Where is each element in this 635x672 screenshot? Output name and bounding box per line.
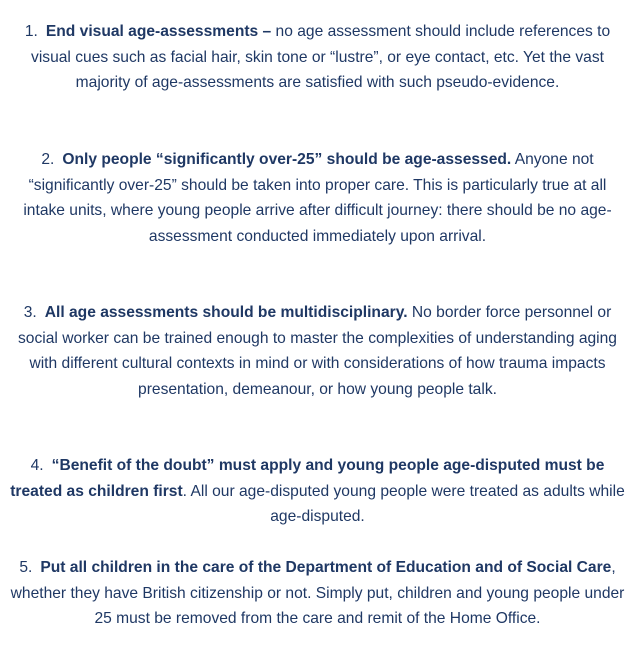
item-text: No border force personnel or social worker can be trained enough to master the complexities of understanding aging with different cultural contexts in mind or with considerations of how trauma impacts presentation, demeanour, or how young people talk. — [18, 304, 617, 398]
item-heading: Put all children in the care of the Department of Education and of Social Care — [40, 559, 612, 576]
item-heading: End visual age-assessments – — [45, 23, 272, 40]
recommendation-item — [10, 300, 625, 402]
item-number: 4. — [30, 457, 44, 474]
recommendation-item — [10, 147, 625, 249]
item-text: , whether they have British citizenship or not. Simply put, children and young people under 25 must be removed from the care and remit of the Home Office. — [10, 559, 625, 628]
item-number: 3. — [23, 304, 37, 321]
recommendation-item — [10, 555, 625, 632]
item-heading: All age assessments should be multidisciplinary. — [44, 304, 408, 321]
item-text: . All our age-disputed young people were treated as adults while age-disputed. — [182, 482, 625, 526]
recommendation-item — [10, 453, 625, 530]
item-number: 1. — [24, 23, 38, 40]
item-number: 5. — [19, 559, 33, 576]
item-text: Anyone not “significantly over-25” should be taken into proper care. This is particularly true at all intake units, where young people arrive after difficult journey: there should be no age-assessment conducted immediately upon arrival. — [23, 151, 612, 245]
recommendation-item — [10, 19, 625, 96]
item-number: 2. — [41, 151, 55, 168]
item-heading: Only people “significantly over-25” should be age-assessed. — [62, 151, 512, 168]
item-text: no age assessment should include references to visual cues such as facial hair, skin tone or “lustre”, or eye contact, etc. Yet the vast majority of age-assessments are satisfied with such pseudo-evidence. — [31, 23, 611, 92]
item-heading: “Benefit of the doubt” must apply and young people age-disputed must be treated as children first — [10, 457, 605, 500]
